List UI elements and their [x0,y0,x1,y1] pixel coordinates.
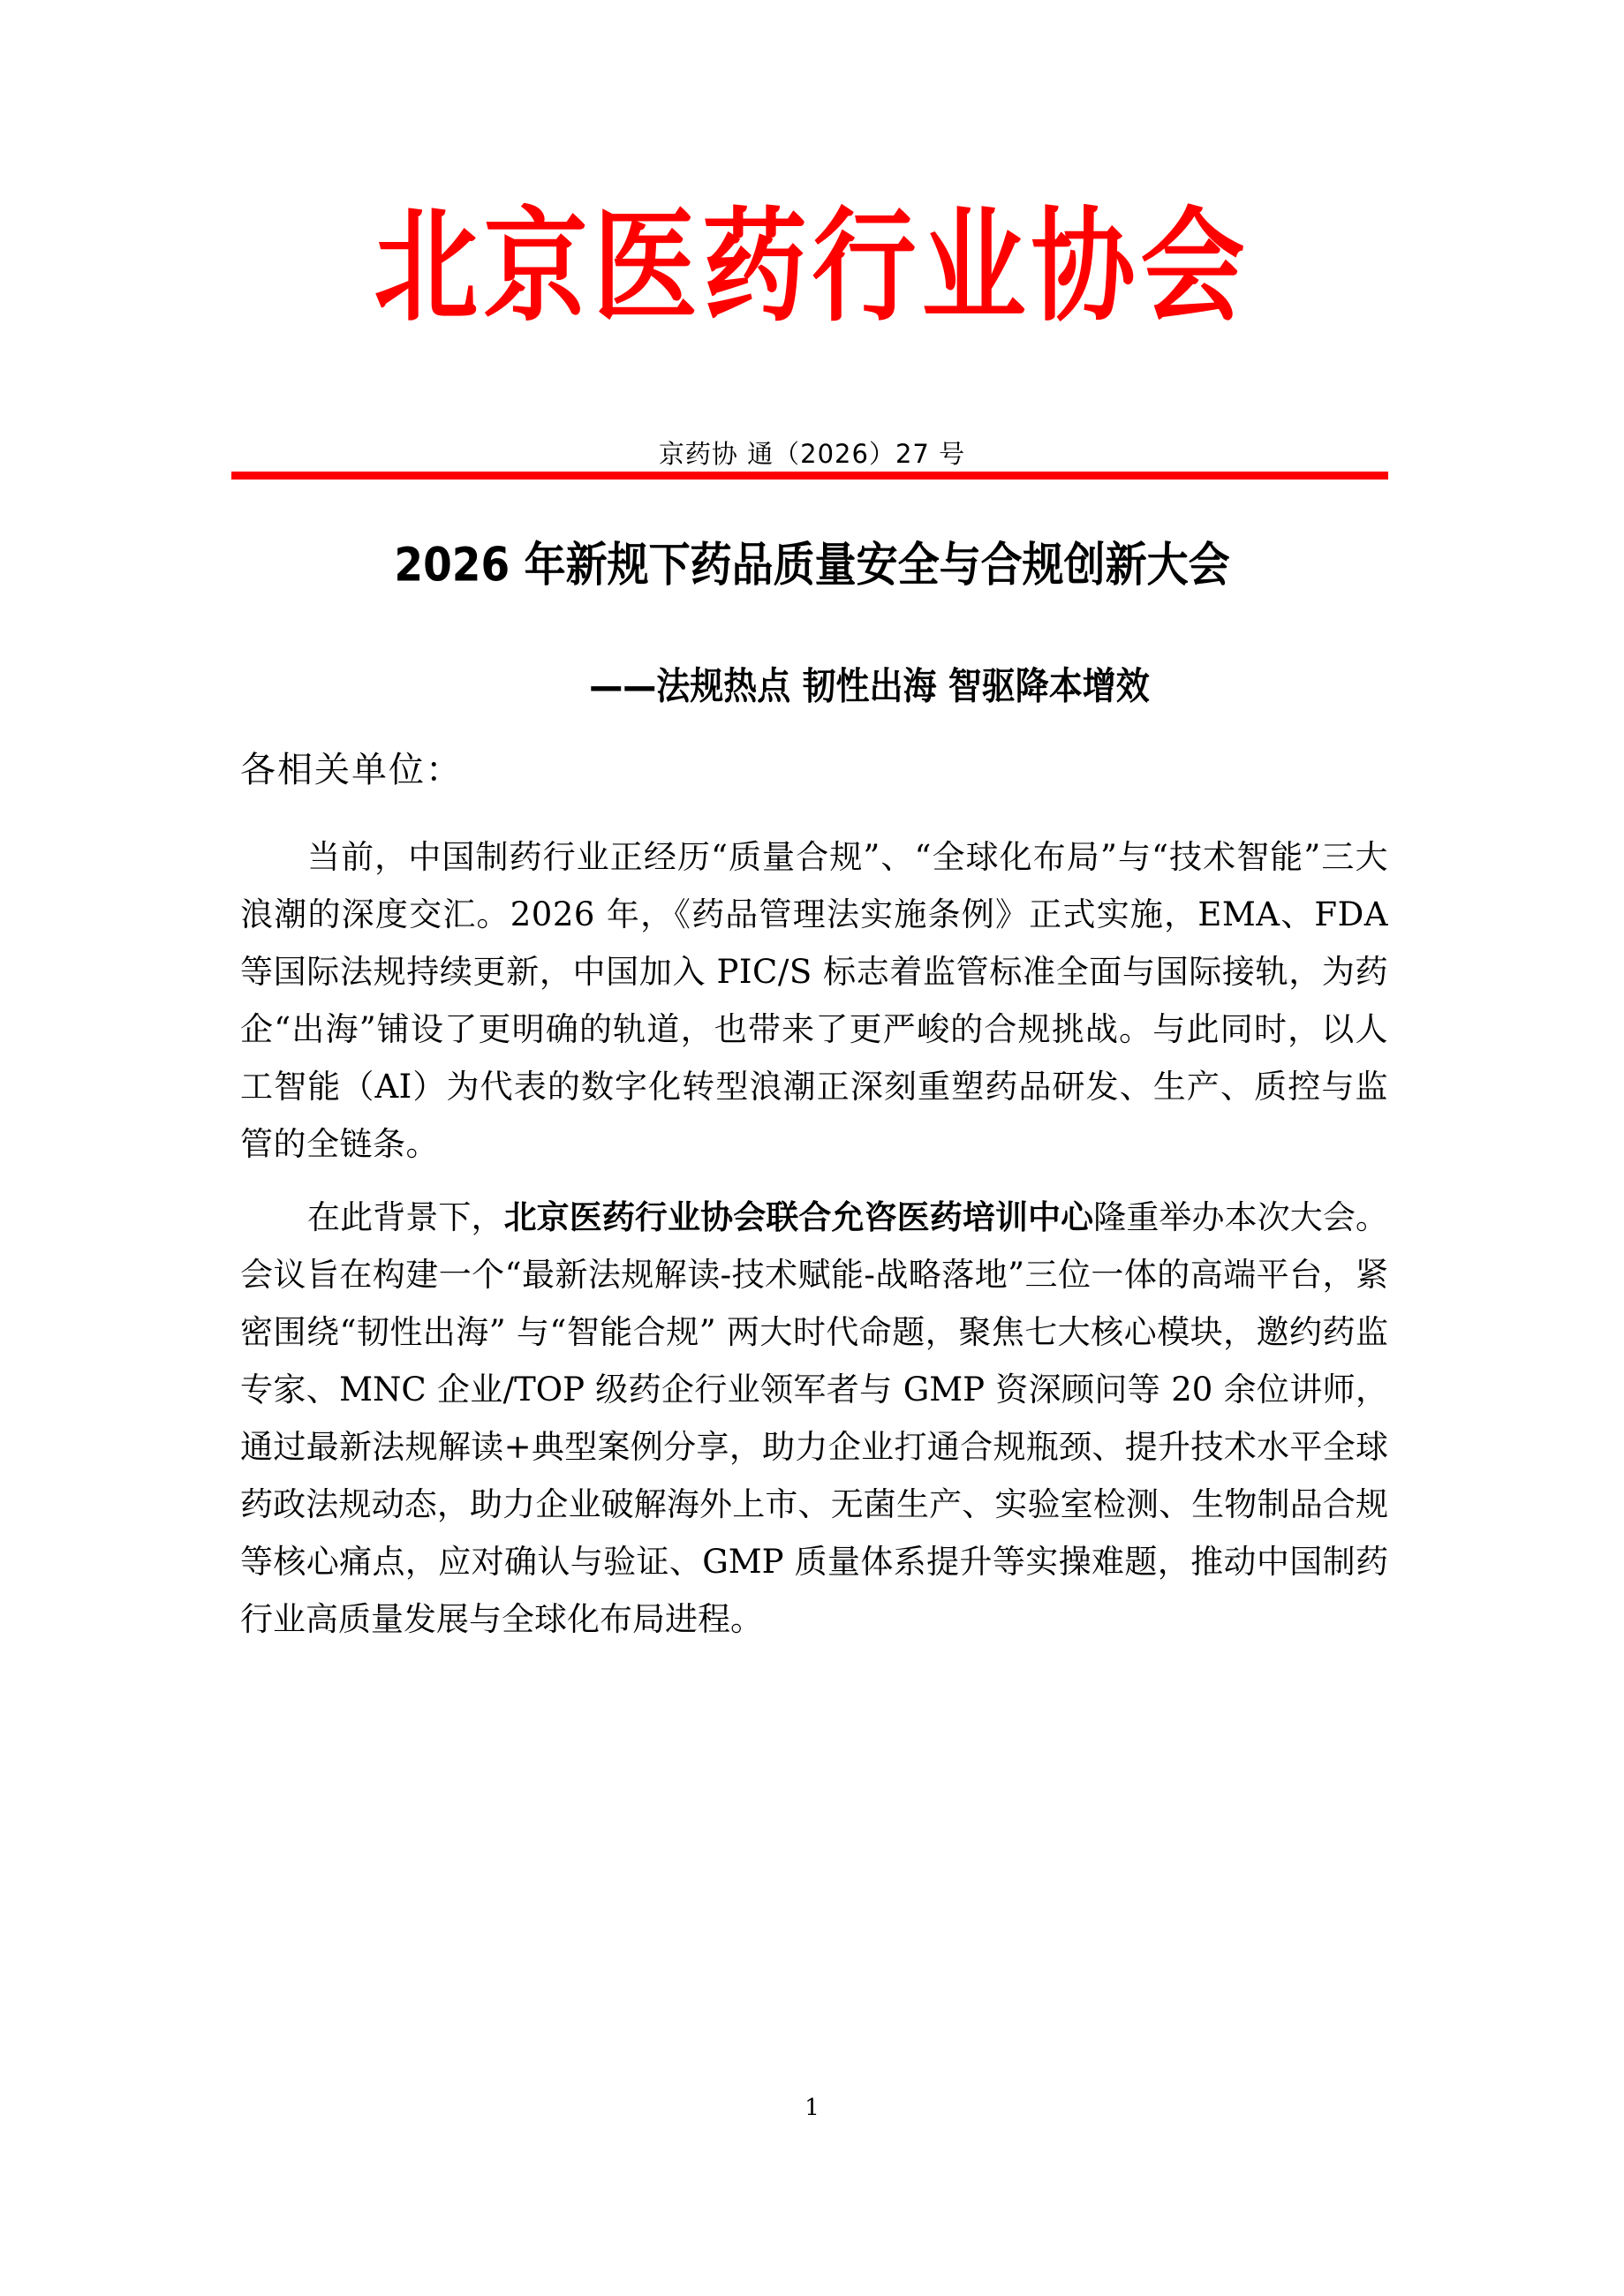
salutation: 各相关单位： [240,750,463,790]
body-paragraph-2 [240,1189,1388,1648]
organization-name: 北京医药行业协会 [374,194,1250,339]
paragraph-2-organizers: 北京医药行业协会联合允咨医药培训中心 [503,1197,1094,1236]
page-subtitle: ——法规热点 韧性出海 智驱降本增效 [589,664,1150,708]
body-paragraph-1: 当前，中国制药行业正经历“质量合规”、“全球化布局”与“技术智能”三大浪潮的深度交汇。2026 年，《药品管理法实施条例》正式实施，EMA、FDA 等国际法规持续更新，中国加入 PIC/S 标志着监管标准全面与国际接轨，为药企“出海”铺设了更明确的轨道，也带来了更严峻的合规挑战。与此同时，以人工智能（AI）为代表的数字化转型浪潮正深刻重塑药品研发、生产、质控与监管的全链条。 [240,838,1388,1163]
page-title: 2026 年新规下药品质量安全与合规创新大会 [394,538,1230,593]
page-number: 1 [804,2095,820,2121]
document-serial-number: 京药协 通（2026）27 号 [658,439,966,469]
paragraph-2-rest: 隆重举办本次大会。会议旨在构建一个“最新法规解读-技术赋能-战略落地”三位一体的高端平台，紧密围绕“韧性出海” 与“智能合规” 两大时代命题，聚焦七大核心模块，邀约药监专家、MNC 企业/TOP 级药企行业领军者与 GMP 资深顾问等 20 余位讲师，通过最新法规解读+典型案例分享，助力企业打通合规瓶颈、提升技术水平全球药政法规动态，助力企业破解海外上市、无菌生产、实验室检测、生物制品合规等核心痛点，应对确认与验证、GMP 质量体系提升等实操难题，推动中国制药行业高质量发展与全球化布局进程。 [240,1198,1388,1638]
paragraph-2-lead: 在此背景下， [307,1198,504,1236]
masthead [0,194,1624,339]
red-separator-rule [231,472,1388,480]
document-body [240,752,1388,1664]
